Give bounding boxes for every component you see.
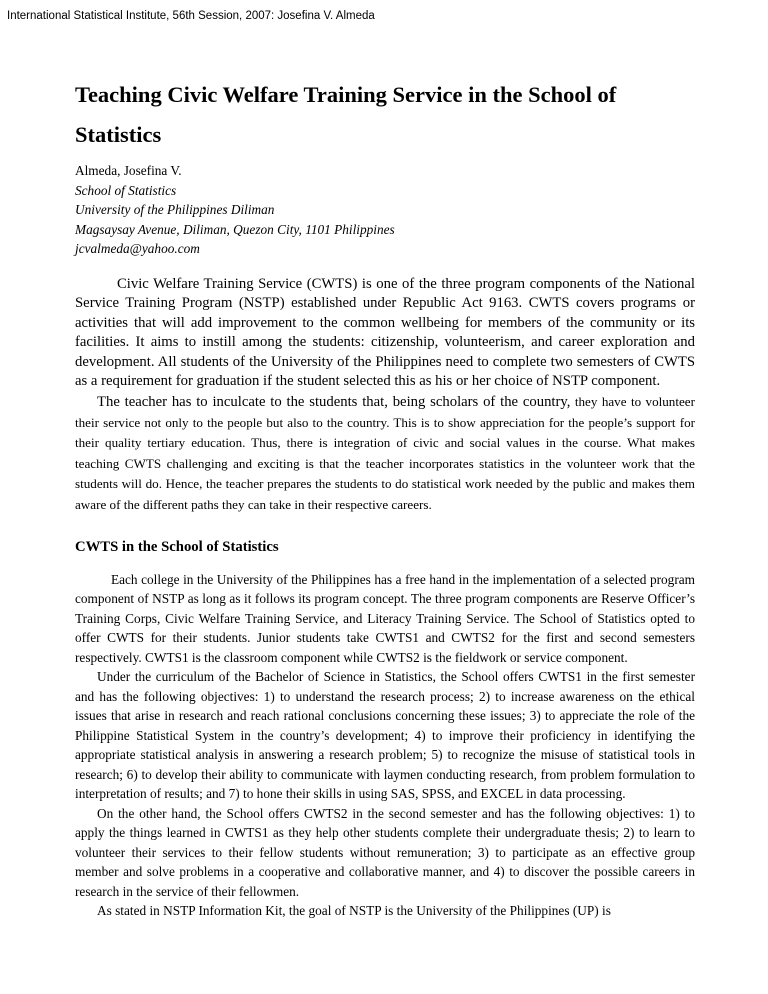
affiliation-address: Magsaysay Avenue, Diliman, Quezon City, 1101 Philippines [75,221,395,237]
author-email: jcvalmeda@yahoo.com [75,241,200,256]
section-heading: CWTS in the School of Statistics [75,538,279,555]
abstract [75,275,695,516]
paper-page [75,75,695,921]
abstract-paragraph-2-lead: The teacher has to inculcate to the students that, being scholars of the country, [97,394,571,411]
body-paragraph: On the other hand, the School offers CWTS2 in the second semester and has the following objectives: 1) to apply the things learned in CWTS1 as they help other students complete their undergraduate thesis; 2) to learn to volunteer their services to their fellow students without remuneration; 3) to participate as an effective group member and solve problems in a cooperative and collaborative manner, and 4) to discover the possible careers in research in the service of their fellowmen. [75,805,695,899]
abstract-paragraph-1: Civic Welfare Training Service (CWTS) is one of the three program components of the National Service Training Program (NSTP) established under Republic Act 9163. CWTS covers programs or activities that will add improvement to the common wellbeing for members of the community or its facilities. It aims to instill among the students: citizenship, volunteerism, and career exploration and development. All students of the University of the Philippines need to complete two semesters of CWTS as a requirement for graduation if the student selected this as his or her choice of NSTP component. [75,275,695,390]
abstract-paragraph-2-rest: they have to volunteer their service not only to the people but also to the country. This is to show appreciation for the people’s support for their quality tertiary education. Thus, there is integration of civic and social values in the course. What makes teaching CWTS challenging and exciting is that the teacher incorporates statistics in the volunteer work that the students will do. Hence, the teacher prepares the students to do statistical work needed by the public and makes them aware of the different paths they can take in their respective careers. [75,394,695,513]
paper-title: Teaching Civic Welfare Training Service in the School of Statistics [75,82,617,147]
affiliation-school: School of Statistics [75,182,177,198]
author-name: Almeda, Josefina V. [75,163,182,178]
body-paragraph: Under the curriculum of the Bachelor of Science in Statistics, the School offers CWTS1 in the first semester and has the following objectives: 1) to understand the research process; 2) to increase awareness on the ethical issues that arise in research and reach rational conclusions concerning these issues; 3) to appreciate the role of the Philippine Statistical System in the country’s development; 4) to improve their proficiency in identifying the appropriate statistical analysis in answering a research problem; 5) to recognize the misuse of statistical tools in research; 6) to develop their ability to communicate with laymen conducting research, from problem formulation to interpretation of results; and 7) to hone their skills in using SAS, SPSS, and EXCEL in data processing. [75,669,695,802]
section-body [75,570,695,921]
running-header: International Statistical Institute, 56th Session, 2007: Josefina V. Almeda [7,10,375,22]
body-paragraph: Each college in the University of the Philippines has a free hand in the implementation of a selected program component of NSTP as long as it follows its program concept. The three program components are Reserve Officer’s Training Corps, Civic Welfare Training Service, and Literacy Training Service. The School of Statistics opted to offer CWTS for their students. Junior students take CWTS1 and CWTS2 for the first and second semesters respectively. CWTS1 is the classroom component while CWTS2 is the fieldwork or service component. [75,571,695,665]
abstract-paragraph-2 [75,392,695,516]
affiliation-university: University of the Philippines Diliman [75,202,275,217]
body-paragraph: As stated in NSTP Information Kit, the goal of NSTP is the University of the Philippines (UP) is [97,903,611,919]
author-block [75,161,695,259]
